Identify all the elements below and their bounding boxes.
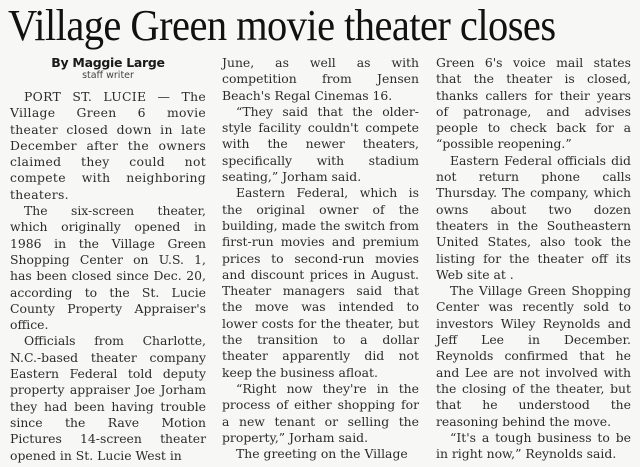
paragraph: The Village Green Shopping Center was recently sold to investors Wiley Reynolds and Jeff Lee in December. Reynolds confirmed that he and Lee are not involved with the closing of the theater, but that he understood the reasoning behind the move.: [436, 283, 631, 429]
paragraph: The greeting on the Village: [236, 446, 408, 462]
paragraph: Eastern Federal, which is the original owner of the building, made the switch from first-run movies and premium prices to second-run movies and discount prices in August. Theater managers said that the move was intended to lower costs for the theater, but the transition to a dollar theater apparently did not keep the business afloat.: [222, 185, 419, 380]
paragraph: The six-screen theater, which originally opened in 1986 in the Village Green Shopping Center on U.S. 1, has been closed since Dec. 20, according to the St. Lucie County Property Appraiser's office.: [10, 203, 206, 333]
paragraph: “They said that the older-style facility couldn't compete with the newer theaters, specifically with stadium seating,” Jorham said.: [222, 103, 419, 185]
paragraph: Officials from Charlotte, N.C.-based theater company Eastern Federal told deputy property appraiser Joe Jorham they had been having trouble since the Rave Motion Pictures 14-screen theater opened in St. Lucie West in: [10, 333, 206, 463]
article-column-3: [436, 55, 631, 462]
article-column-1: [10, 55, 206, 464]
headline: Village Green movie theater closes: [8, 1, 556, 50]
paragraph-continued: June, as well as with competition from Jensen Beach's Regal Cinemas 16.: [222, 55, 419, 103]
paragraph: Eastern Federal officials did not return phone calls Thursday. The company, which owns about two dozen theaters in the Southeastern United States, also took the listing for the theater off its Web site at .: [436, 152, 631, 282]
paragraph: “Right now they're in the process of either shopping for a new tenant or selling the property,” Jorham said.: [222, 380, 419, 445]
paragraph: “It's a tough business to be in right now,” Reynolds said.: [436, 429, 631, 462]
article-column-2: [222, 55, 419, 462]
byline: [10, 55, 206, 81]
byline-role: staff writer: [82, 70, 134, 81]
byline-author: By Maggie Large: [51, 55, 165, 70]
paragraph-continued: Green 6's voice mail states that the theater is closed, thanks callers for their years of patronage, and advises people to check back for a “possible reopening.”: [436, 55, 631, 152]
paragraph: PORT ST. LUCIE — The Village Green 6 movie theater closed down in late December after the owners claimed they could not compete with neighboring theaters.: [10, 89, 206, 202]
